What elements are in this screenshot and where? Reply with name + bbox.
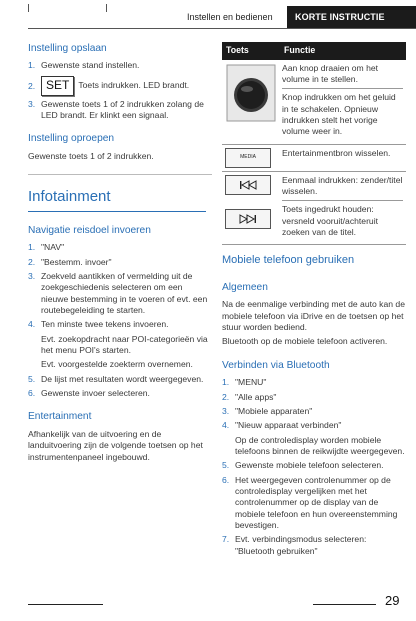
row3-text-b: Toets ingedrukt houden: versneld vooruit/achteruit zoeken van de titel. (282, 204, 379, 238)
nav-step-3: 3. Zoekveld aantikken of vermelding uit de zoekgeschiedenis selecteren om een nieuwe bestemming in te voeren of evt. een routebegeleiding te starten. (28, 271, 208, 316)
bt-step-4: 4. "Nieuw apparaat verbinden" (222, 420, 342, 431)
table-header-function: Functie (280, 42, 406, 60)
nav-step-5: 5. De lijst met resultaten wordt weergegeven. (28, 373, 204, 384)
bluetooth-steps (222, 377, 406, 431)
header-mark-left (28, 4, 29, 12)
entertainment-text: Afhankelijk van de uitvoering en de landuitvoering zijn de volgende toetsen op het instrumentenpaneel ingebouwd. (28, 428, 203, 462)
bluetooth-steps-b (222, 460, 406, 557)
header-mark-mid (106, 4, 107, 12)
general-text-2: Bluetooth op de mobiele telefoon activeren. (222, 336, 388, 347)
skip-forward-icon (225, 209, 271, 229)
heading-recall: Instelling oproepen (28, 133, 115, 145)
footer-rule-right (313, 604, 376, 605)
table-row (222, 60, 406, 145)
right-column (222, 42, 406, 560)
page-number: 29 (385, 593, 400, 608)
nav-steps (28, 242, 212, 330)
header-subtitle: Instellen en bedienen (187, 12, 273, 22)
heading-entertainment: Entertainment (28, 411, 92, 423)
nav-step-4: 4. Ten minste twee tekens invoeren. (28, 319, 169, 330)
set-button-icon: SET (41, 76, 74, 96)
heading-phone: Mobiele telefoon gebruiken (222, 254, 355, 267)
heading-general: Algemeen (222, 281, 268, 293)
bt-step-6: 6. Het weergegeven controlenummer op de controledisplay vergelijken met het controlenummer op de display van de mobiele telefoon en hun overeenstemming bevestigen. (222, 474, 398, 530)
row1-text-a: Aan knop draaien om het volume in te stellen. (282, 63, 403, 90)
footer-rule-left (28, 604, 103, 605)
divider (28, 174, 212, 175)
bt-step-5: 5. Gewenste mobiele telefoon selecteren. (222, 460, 384, 471)
nav-step-1: 1. "NAV" (28, 242, 65, 253)
media-button-icon: MEDIA (225, 148, 271, 168)
nav-note-1: Evt. zoekopdracht naar POI-categorieën via het menu POI's starten. (41, 333, 208, 356)
recall-text: Gewenste toets 1 of 2 indrukken. (28, 150, 154, 161)
bt-step-7: 7. Evt. verbindingsmodus selecteren: "Bluetooth gebruiken" (222, 534, 367, 556)
heading-bluetooth: Verbinden via Bluetooth (222, 359, 330, 371)
bt-step-3: 3. "Mobiele apparaten" (222, 405, 313, 416)
left-column (28, 42, 212, 466)
save-step-3: 3. Gewenste toets 1 of 2 indrukken zolang de LED brandt. Er klinkt een signaal. (28, 98, 204, 120)
heading-infotainment: Infotainment (28, 188, 111, 206)
nav-steps-b (28, 374, 212, 400)
bt-note: Op de controledisplay worden mobiele telefoons binnen de reikwijdte weergegeven. (235, 434, 405, 456)
heading-save: Instelling opslaan (28, 43, 107, 54)
volume-knob-icon (225, 63, 277, 123)
skip-back-icon (225, 175, 271, 195)
save-steps (28, 60, 212, 121)
header-rule (28, 28, 416, 29)
nav-step-6: 6. Gewenste invoer selecteren. (28, 388, 150, 399)
bt-step-2: 2. "Alle apps" (222, 391, 277, 402)
heading-nav: Navigatie reisdoel invoeren (28, 224, 151, 236)
infotainment-rule (28, 211, 206, 212)
table-row (222, 171, 406, 245)
table-header (222, 42, 406, 60)
nav-step-2: 2. "Bestemm. invoer" (28, 256, 112, 267)
row2-text: Entertainmentbron wisselen. (280, 144, 406, 171)
button-function-table (222, 42, 406, 245)
table-header-key: Toets (222, 42, 280, 60)
row1-text-b: Knop indrukken om het geluid in te schakelen. Opnieuw indrukken stelt het vorige volume weer in. (282, 92, 396, 137)
header-tab: KORTE INSTRUCTIE (287, 6, 416, 28)
general-text-1: Na de eenmalige verbinding met de auto kan de mobiele telefoon via iDrive en de toetsen op het stuur worden bediend. (222, 299, 405, 333)
table-row (222, 144, 406, 171)
bt-step-1: 1. "MENU" (222, 377, 267, 388)
row3-text-a: Eenmaal indrukken: zender/titel wisselen. (282, 175, 403, 202)
save-step-1: 1. Gewenste stand instellen. (28, 60, 140, 71)
nav-note-2: Evt. voorgestelde zoekterm overnemen. (41, 359, 193, 370)
save-step-2: 2. SET Toets indrukken. LED brandt. (28, 76, 212, 96)
